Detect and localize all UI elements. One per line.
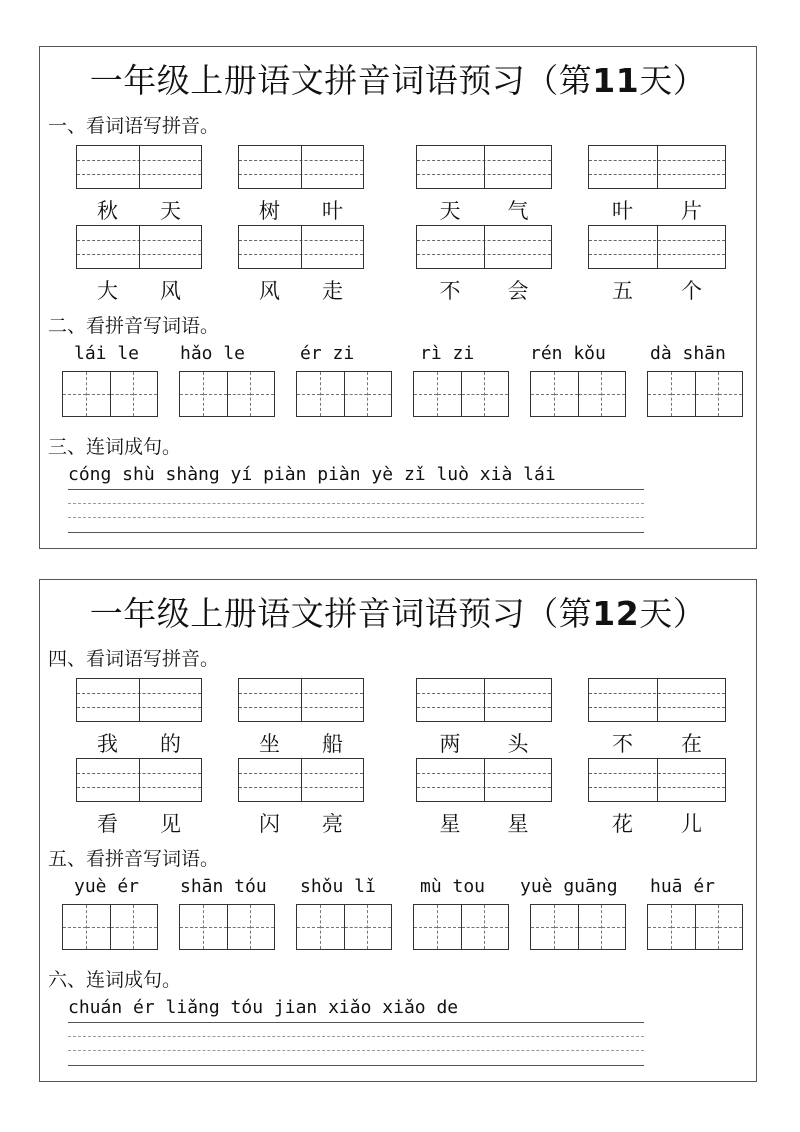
word-pair — [238, 808, 364, 838]
hanzi: 闪 — [259, 812, 280, 836]
word-pair — [76, 195, 202, 225]
section-heading: 二、看拼音写词语。 — [48, 315, 220, 337]
pinyin-sentence: cóng shù shàng yí piàn piàn yè zǐ luò xià lái — [68, 464, 556, 485]
hanzi: 儿 — [681, 812, 702, 836]
character-grid[interactable] — [62, 371, 158, 417]
pinyin-prompt: yuè guāng — [520, 876, 618, 897]
hanzi: 亮 — [322, 812, 343, 836]
pinyin-prompt: rì zi — [420, 343, 475, 364]
section-heading: 四、看词语写拼音。 — [48, 648, 220, 670]
hanzi: 走 — [322, 279, 343, 303]
worksheet-title — [40, 55, 756, 102]
pinyin-prompt: shǒu lǐ — [300, 876, 376, 897]
character-grid[interactable] — [296, 371, 392, 417]
writing-line[interactable] — [68, 517, 644, 518]
hanzi: 坐 — [259, 732, 280, 756]
hanzi: 见 — [160, 812, 181, 836]
hanzi: 大 — [97, 279, 118, 303]
pinyin-writing-box[interactable] — [588, 225, 726, 269]
hanzi: 会 — [507, 279, 529, 303]
section-heading: 五、看拼音写词语。 — [48, 848, 220, 870]
pinyin-writing-box[interactable] — [76, 678, 202, 722]
pinyin-prompt: huā ér — [650, 876, 716, 897]
pinyin-writing-box[interactable] — [238, 145, 364, 189]
title-prefix: 一年级上册语文拼音词语预习（第 — [89, 594, 593, 633]
writing-line[interactable] — [68, 489, 644, 490]
word-pair — [588, 728, 726, 758]
title-number: 11 — [592, 61, 640, 100]
hanzi: 风 — [259, 279, 280, 303]
word-pair — [238, 728, 364, 758]
word-pair — [76, 808, 202, 838]
writing-line[interactable] — [68, 1065, 644, 1066]
pinyin-writing-box[interactable] — [76, 225, 202, 269]
pinyin-writing-box[interactable] — [76, 145, 202, 189]
hanzi: 叶 — [612, 199, 633, 223]
hanzi: 我 — [97, 732, 118, 756]
pinyin-prompt: shān tóu — [180, 876, 267, 897]
pinyin-writing-box[interactable] — [416, 678, 552, 722]
hanzi: 气 — [507, 199, 529, 223]
hanzi: 在 — [681, 732, 702, 756]
worksheet-day-11 — [39, 46, 757, 549]
word-pair — [76, 728, 202, 758]
pinyin-prompt: rén kǒu — [530, 343, 606, 364]
section-heading: 三、连词成句。 — [48, 436, 182, 458]
word-pair — [238, 195, 364, 225]
character-grid[interactable] — [413, 904, 509, 950]
hanzi: 不 — [612, 732, 633, 756]
character-grid[interactable] — [530, 904, 626, 950]
title-suffix: 天） — [639, 594, 707, 633]
pinyin-writing-box[interactable] — [416, 145, 552, 189]
worksheet-day-12 — [39, 579, 757, 1082]
word-pair — [76, 275, 202, 305]
hanzi: 看 — [97, 812, 118, 836]
hanzi: 风 — [160, 279, 181, 303]
character-grid[interactable] — [647, 904, 743, 950]
pinyin-prompt: hǎo le — [180, 343, 246, 364]
hanzi: 五 — [612, 279, 633, 303]
hanzi: 秋 — [97, 199, 118, 223]
pinyin-prompt: mù tou — [420, 876, 486, 897]
pinyin-writing-box[interactable] — [238, 678, 364, 722]
hanzi: 花 — [612, 812, 633, 836]
character-grid[interactable] — [179, 371, 275, 417]
pinyin-prompt: ér zi — [300, 343, 355, 364]
hanzi: 两 — [439, 732, 461, 756]
pinyin-writing-box[interactable] — [76, 758, 202, 802]
pinyin-writing-box[interactable] — [588, 678, 726, 722]
hanzi: 不 — [439, 279, 461, 303]
character-grid[interactable] — [179, 904, 275, 950]
title-prefix: 一年级上册语文拼音词语预习（第 — [89, 61, 593, 100]
hanzi: 天 — [439, 199, 461, 223]
hanzi: 星 — [439, 812, 461, 836]
writing-line[interactable] — [68, 503, 644, 504]
hanzi: 片 — [681, 199, 702, 223]
character-grid[interactable] — [530, 371, 626, 417]
title-suffix: 天） — [639, 61, 707, 100]
character-grid[interactable] — [296, 904, 392, 950]
pinyin-sentence: chuán ér liǎng tóu jian xiǎo xiǎo de — [68, 997, 459, 1018]
word-pair — [416, 275, 552, 305]
word-pair — [416, 808, 552, 838]
character-grid[interactable] — [62, 904, 158, 950]
pinyin-writing-box[interactable] — [588, 145, 726, 189]
hanzi: 星 — [507, 812, 529, 836]
writing-line[interactable] — [68, 532, 644, 533]
word-pair — [416, 728, 552, 758]
pinyin-prompt: yuè ér — [74, 876, 140, 897]
hanzi: 树 — [259, 199, 280, 223]
worksheet-title — [40, 588, 756, 635]
pinyin-prompt: dà shān — [650, 343, 726, 364]
hanzi: 个 — [681, 279, 702, 303]
pinyin-writing-box[interactable] — [416, 758, 552, 802]
pinyin-writing-box[interactable] — [588, 758, 726, 802]
word-pair — [588, 808, 726, 838]
section-heading: 六、连词成句。 — [48, 969, 182, 991]
pinyin-prompt: lái le — [74, 343, 140, 364]
writing-line[interactable] — [68, 1036, 644, 1037]
word-pair — [416, 195, 552, 225]
section-heading: 一、看词语写拼音。 — [48, 115, 220, 137]
hanzi: 头 — [507, 732, 529, 756]
writing-line[interactable] — [68, 1022, 644, 1023]
hanzi: 的 — [160, 732, 181, 756]
character-grid[interactable] — [413, 371, 509, 417]
pinyin-writing-box[interactable] — [238, 225, 364, 269]
word-pair — [588, 275, 726, 305]
character-grid[interactable] — [647, 371, 743, 417]
hanzi: 天 — [160, 199, 181, 223]
word-pair — [238, 275, 364, 305]
pinyin-writing-box[interactable] — [416, 225, 552, 269]
hanzi: 船 — [322, 732, 343, 756]
title-number: 12 — [592, 594, 640, 633]
writing-line[interactable] — [68, 1050, 644, 1051]
word-pair — [588, 195, 726, 225]
pinyin-writing-box[interactable] — [238, 758, 364, 802]
hanzi: 叶 — [322, 199, 343, 223]
